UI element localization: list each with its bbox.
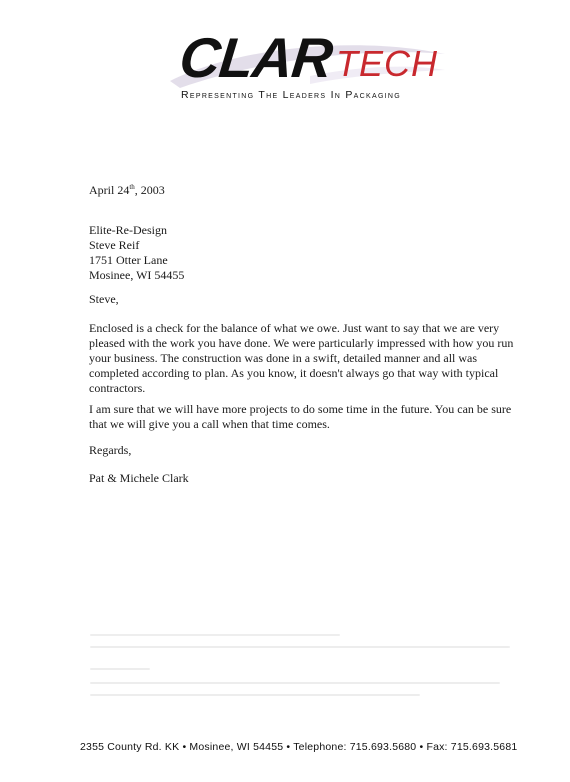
salutation: Steve, <box>89 292 119 306</box>
recipient-address <box>89 223 184 283</box>
recipient-company: Elite-Re-Design <box>89 223 167 237</box>
company-tagline: Representing The Leaders In Packaging <box>181 89 402 101</box>
closing: Regards, <box>89 443 132 457</box>
show-through-artifact <box>80 620 520 720</box>
recipient-street: 1751 Otter Lane <box>89 253 168 267</box>
date-month-day: April 24 <box>89 183 130 197</box>
body-paragraph-1: Enclosed is a check for the balance of what we owe. Just want to say that we are very pleased with the work you have done. We were particularly impressed with how you run your business. The construction was done in a swift, detailed manner and all was completed according to plan. As you know, it doesn't always go that way with typical contractors. <box>89 321 514 395</box>
recipient-city: Mosinee, WI 54455 <box>89 268 185 282</box>
recipient-name: Steve Reif <box>89 238 140 252</box>
date-ordinal: th <box>129 183 135 191</box>
logo-clar-text: CLAR <box>176 26 335 89</box>
footer-contact: 2355 County Rd. KK • Mosinee, WI 54455 • Telephone: 715.693.5680 • Fax: 715.693.5681 <box>80 741 518 753</box>
signature: Pat & Michele Clark <box>89 471 189 485</box>
letter-date <box>89 183 165 198</box>
logo-tech-text: TECH <box>336 43 438 84</box>
date-year: , 2003 <box>134 183 165 197</box>
body-paragraph-2: I am sure that we will have more projects to do some time in the future. You can be sure that we will give you a call when that time comes. <box>89 402 512 431</box>
